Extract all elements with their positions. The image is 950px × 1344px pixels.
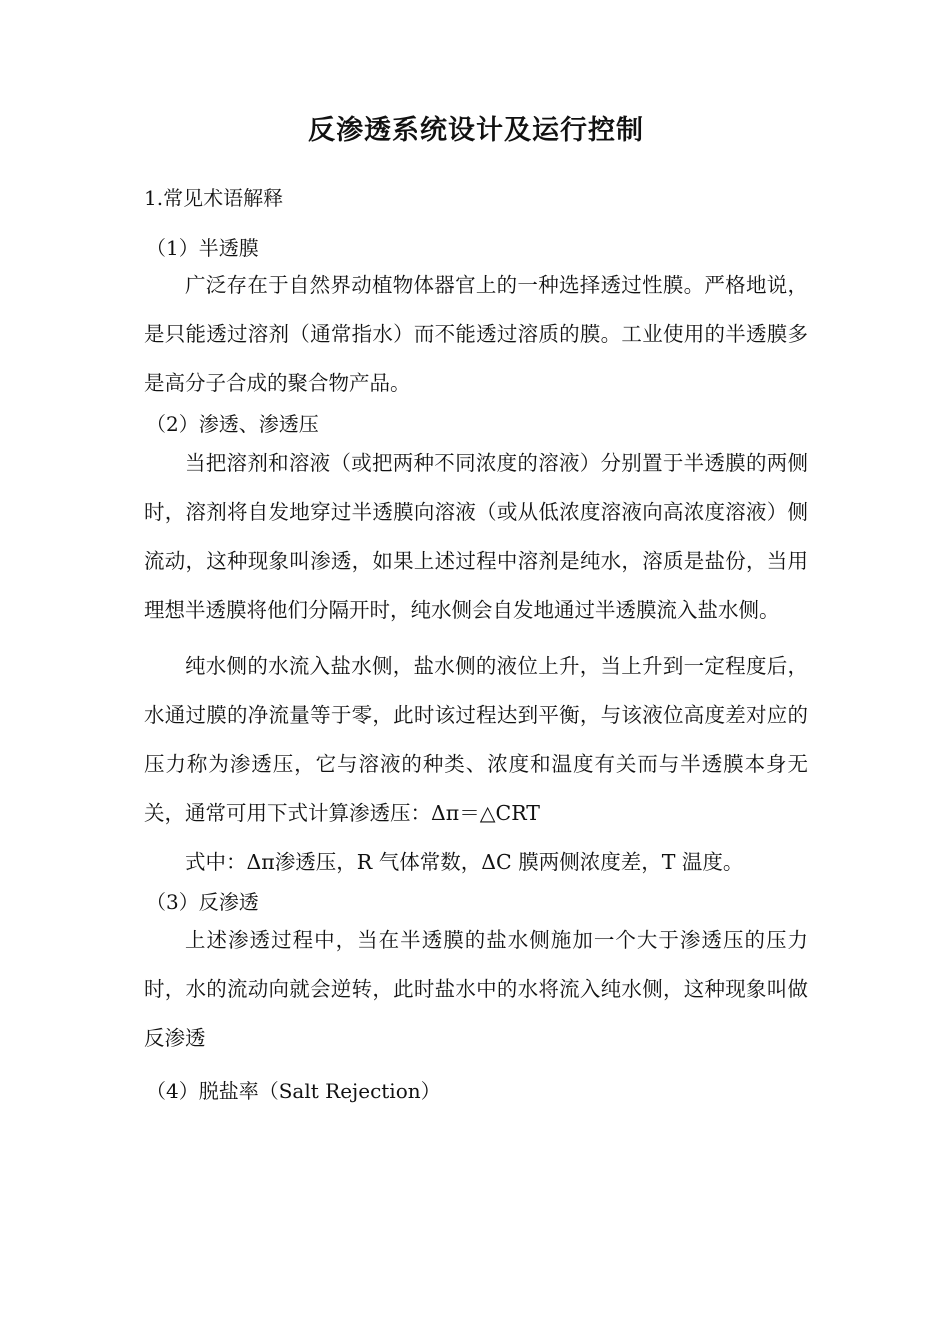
subheading-semipermeable-membrane: （1）半透膜 (146, 236, 259, 260)
paragraph-reverse-osmosis: 上述渗透过程中，当在半透膜的盐水侧施加一个大于渗透压的压力时，水的流动向就会逆转，此时盐水中的水将流入纯水侧，这种现象叫做反渗透 (144, 928, 808, 1050)
paragraph-osmosis-definition: 当把溶剂和溶液（或把两种不同浓度的溶液）分别置于半透膜的两侧时，溶剂将自发地穿过半透膜向溶液（或从低浓度溶液向高浓度溶液）侧流动，这种现象叫渗透，如果上述过程中溶剂是纯水，溶质是盐份，当用理想半透膜将他们分隔开时，纯水侧会自发地通过半透膜流入盐水侧。 (144, 451, 808, 622)
section-heading-terms: 1.常见术语解释 (144, 186, 284, 210)
paragraph-formula-legend: 式中：Δπ渗透压，R 气体常数，ΔC 膜两侧浓度差，T 温度。 (185, 850, 744, 874)
document-title: 反渗透系统设计及运行控制 (308, 115, 644, 146)
paragraph-semipermeable-membrane: 广泛存在于自然界动植物体器官上的一种选择透过性膜。严格地说，是只能透过溶剂（通常指水）而不能透过溶质的膜。工业使用的半透膜多是高分子合成的聚合物产品。 (144, 273, 808, 395)
subheading-salt-rejection: （4）脱盐率（Salt Rejection） (146, 1079, 441, 1103)
subheading-osmosis: （2）渗透、渗透压 (146, 412, 319, 436)
subheading-reverse-osmosis: （3）反渗透 (146, 890, 259, 914)
paragraph-osmotic-pressure: 纯水侧的水流入盐水侧，盐水侧的液位上升，当上升到一定程度后，水通过膜的净流量等于零，此时该过程达到平衡，与该液位高度差对应的压力称为渗透压，它与溶液的种类、浓度和温度有关而与半透膜本身无关，通常可用下式计算渗透压：Δπ＝△CRT (144, 654, 808, 825)
